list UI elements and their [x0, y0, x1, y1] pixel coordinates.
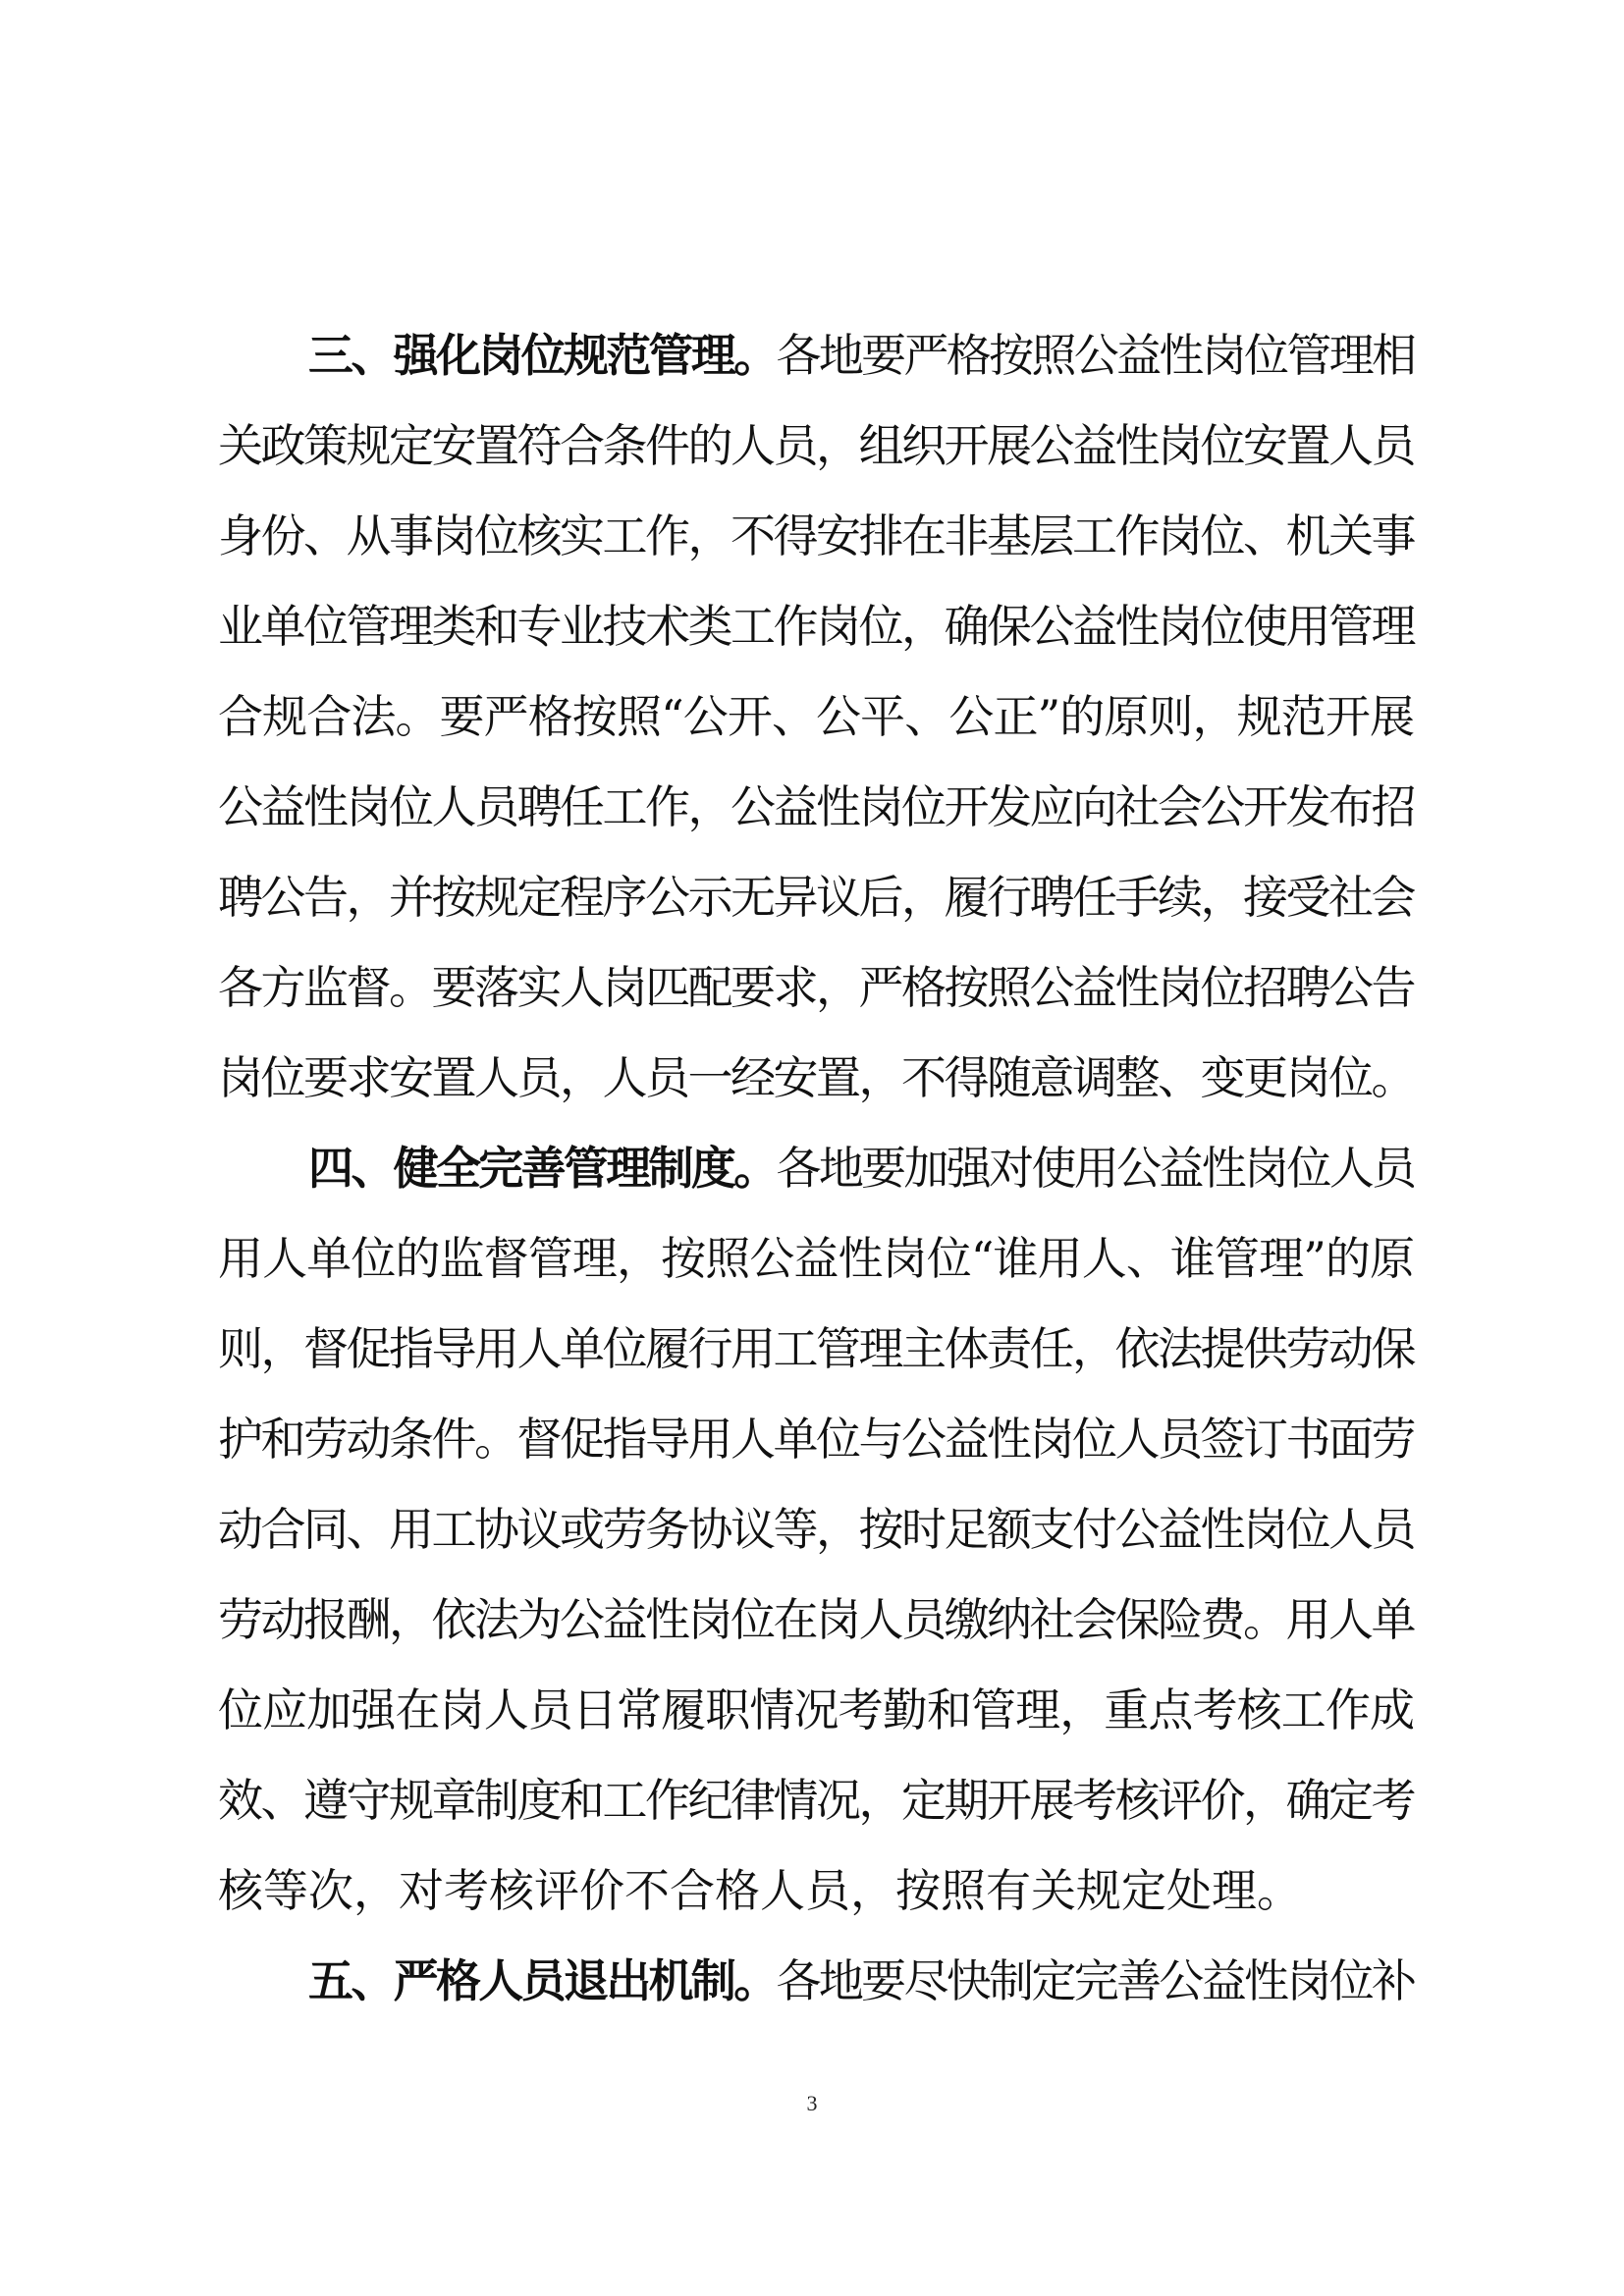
paragraph-line: 则，督促指导用人单位履行用工管理主体责任，依法提供劳动保 — [218, 1322, 1414, 1375]
paragraph-first-line — [218, 1123, 1414, 1213]
paragraph-line: 各方监督。要落实人岗匹配要求，严格按照公益性岗位招聘公告 — [218, 961, 1414, 1014]
section-heading: 五、严格人员退出机制。 — [308, 1954, 777, 2007]
paragraph-line: 关政策规定安置符合条件的人员，组织开展公益性岗位安置人员 — [218, 419, 1414, 472]
paragraph-first-line — [218, 1936, 1414, 2026]
paragraph-line: 业单位管理类和专业技术类工作岗位，确保公益性岗位使用管理 — [218, 600, 1414, 653]
paragraph-text: 各地要加强对使用公益性岗位人员 — [776, 1142, 1415, 1195]
section-heading: 四、健全完善管理制度。 — [308, 1142, 777, 1195]
paragraph-line: 护和劳动条件。督促指导用人单位与公益性岗位人员签订书面劳 — [218, 1413, 1414, 1466]
paragraph-first-line — [218, 310, 1414, 400]
paragraph-line: 效、遵守规章制度和工作纪律情况，定期开展考核评价，确定考 — [218, 1774, 1414, 1827]
paragraph-text: 各地要严格按照公益性岗位管理相 — [776, 329, 1415, 382]
paragraph-line: 岗位要求安置人员，人员一经安置，不得随意调整、变更岗位。 — [218, 1051, 1414, 1104]
paragraph-line: 位应加强在岗人员日常履职情况考勤和管理，重点考核工作成 — [218, 1683, 1414, 1736]
paragraph-line: 聘公告，并按规定程序公示无异议后，履行聘任手续，接受社会 — [218, 871, 1414, 924]
paragraph-line: 劳动报酬，依法为公益性岗位在岗人员缴纳社会保险费。用人单 — [218, 1593, 1414, 1646]
section-heading: 三、强化岗位规范管理。 — [308, 329, 777, 382]
document-body — [218, 310, 1414, 2026]
paragraph-line: 核等次，对考核评价不合格人员，按照有关规定处理。 — [218, 1864, 1302, 1917]
paragraph-line: 身份、从事岗位核实工作，不得安排在非基层工作岗位、机关事 — [218, 509, 1414, 562]
paragraph-line: 动合同、用工协议或劳务协议等，按时足额支付公益性岗位人员 — [218, 1503, 1414, 1556]
paragraph-line: 公益性岗位人员聘任工作，公益性岗位开发应向社会公开发布招 — [218, 780, 1414, 833]
paragraph-line: 用人单位的监督管理，按照公益性岗位“谁用人、谁管理”的原 — [218, 1232, 1414, 1285]
page-number: 3 — [806, 2091, 818, 2115]
paragraph-text: 各地要尽快制定完善公益性岗位补 — [776, 1954, 1415, 2007]
paragraph-line: 合规合法。要严格按照“公开、公平、公正”的原则，规范开展 — [218, 690, 1414, 743]
